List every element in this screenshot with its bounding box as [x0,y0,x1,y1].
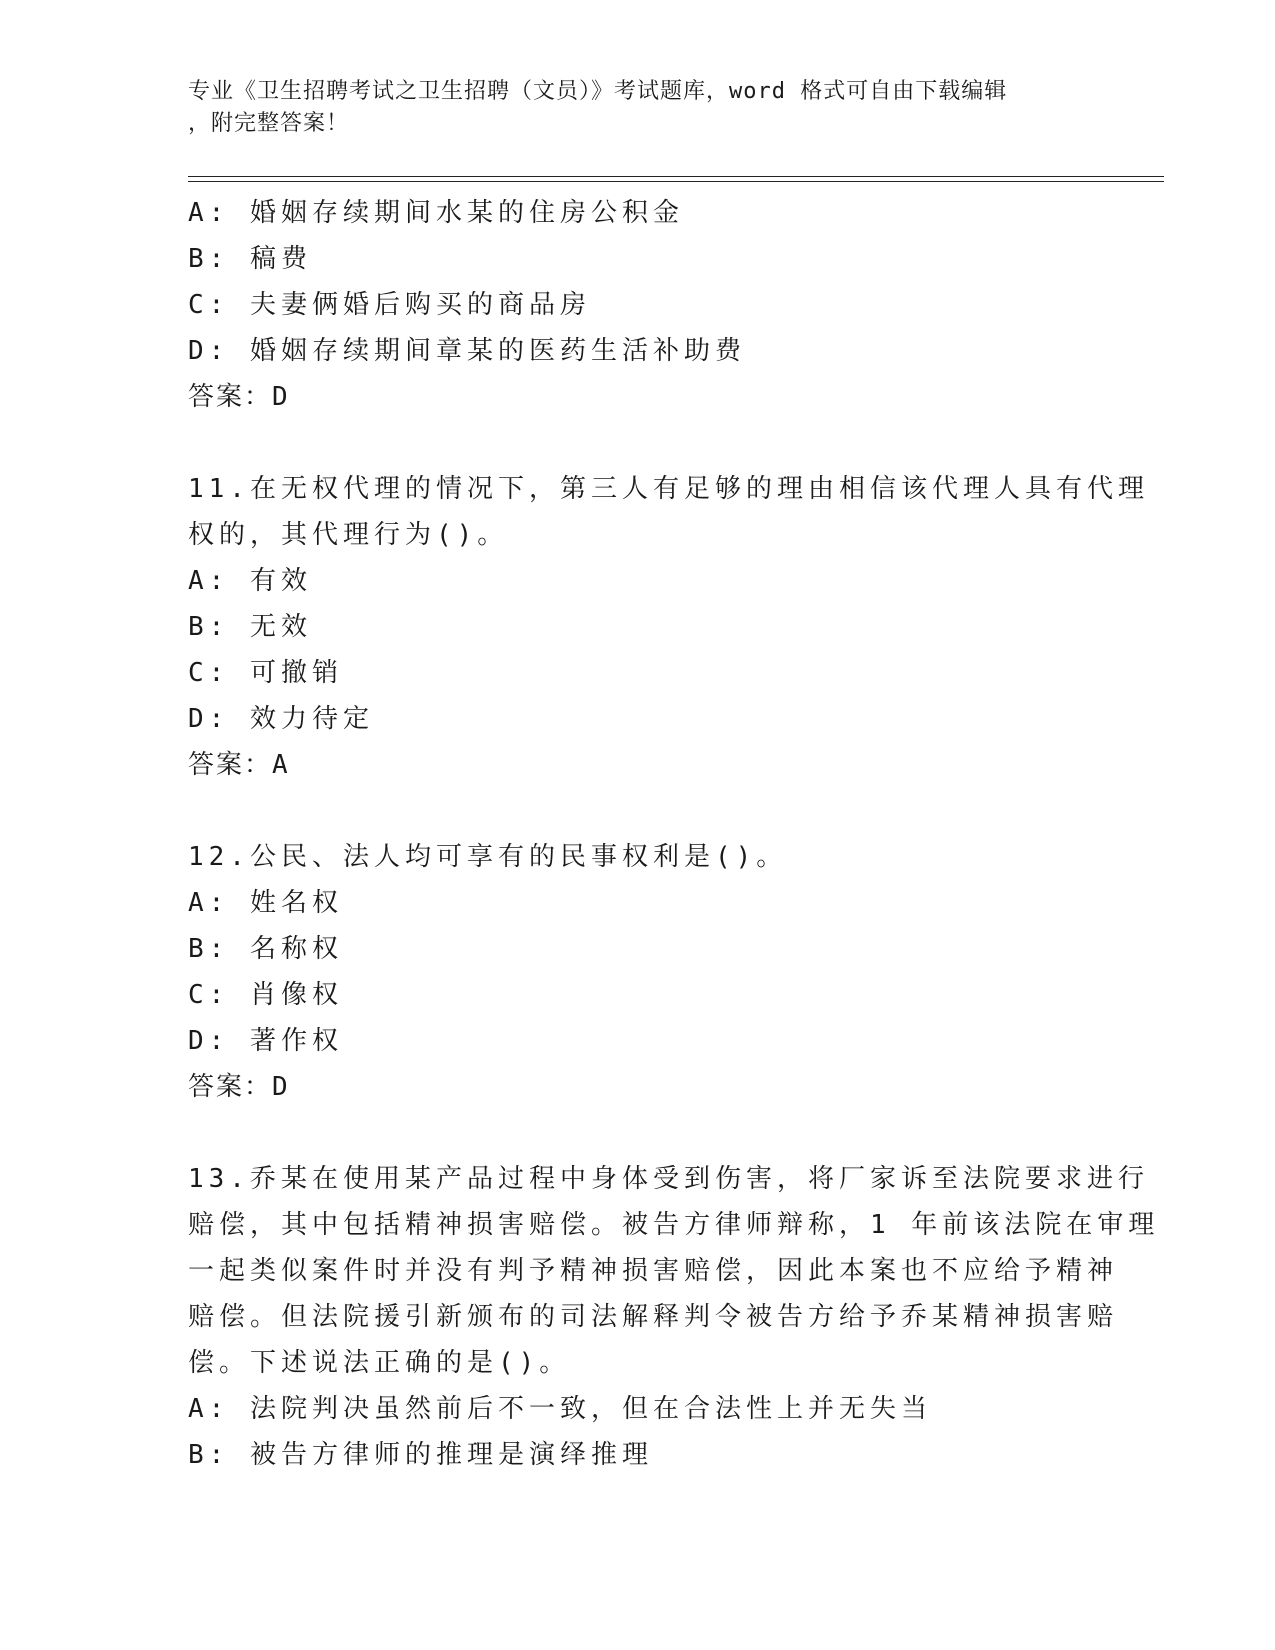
question-stem-line: 11.在无权代理的情况下，第三人有足够的理由相信该代理人具有代理 [188,474,1149,504]
question-list [188,190,1160,1478]
header-line-2: ，附完整答案！ [188,111,350,136]
spacer [188,420,1088,466]
option-b: B: 被告方律师的推理是演绎推理 [188,1440,653,1470]
option-b: B: 稿费 [188,244,312,274]
header-line-1: 专业《卫生招聘考试之卫生招聘（文员）》考试题库，word 格式可自由下载编辑 [188,79,1008,104]
option-d: D: 著作权 [188,1026,343,1056]
answer-value: D [272,1072,290,1102]
answer-line [188,742,1088,788]
answer-label: 答案： [188,382,273,412]
answer-value: D [272,382,290,412]
question-stem-line: 13.乔某在使用某产品过程中身体受到伤害，将厂家诉至法院要求进行 [188,1164,1149,1194]
question-stem-line: 赔偿，其中包括精神损害赔偿。被告方律师辩称，1 年前该法院在审理 [188,1210,1160,1240]
option-a: A: 姓名权 [188,888,343,918]
question-stem-line: 12.公民、法人均可享有的民事权利是()。 [188,842,788,872]
option-d: D: 婚姻存续期间章某的医药生活补助费 [188,336,746,366]
spacer [188,788,1088,834]
question-10 [188,190,1088,420]
option-d: D: 效力待定 [188,704,374,734]
answer-value: A [272,750,290,780]
question-stem-line: 一起类似案件时并没有判予精神损害赔偿，因此本案也不应给予精神 [188,1256,1119,1286]
question-stem-line: 权的，其代理行为()。 [188,520,509,550]
question-12 [188,834,1088,1110]
option-b: B: 名称权 [188,934,343,964]
option-c: C: 可撤销 [188,658,343,688]
question-stem-line: 赔偿。但法院援引新颁布的司法解释判令被告方给予乔某精神损害赔 [188,1302,1119,1332]
question-stem-line: 偿。下述说法正确的是()。 [188,1348,571,1378]
option-a: A: 法院判决虽然前后不一致，但在合法性上并无失当 [188,1394,932,1424]
spacer [188,1110,1088,1156]
option-b: B: 无效 [188,612,312,642]
question-13 [188,1156,1160,1478]
answer-label: 答案： [188,750,273,780]
option-a: A: 婚姻存续期间水某的住房公积金 [188,198,684,228]
answer-line [188,374,1088,420]
header-divider-bottom [188,181,1164,182]
option-c: C: 肖像权 [188,980,343,1010]
option-c: C: 夫妻俩婚后购买的商品房 [188,290,591,320]
answer-label: 答案： [188,1072,273,1102]
question-11 [188,466,1149,788]
header-divider-top [188,176,1164,177]
answer-line [188,1064,1088,1110]
option-a: A: 有效 [188,566,312,596]
document-header [188,76,1068,140]
